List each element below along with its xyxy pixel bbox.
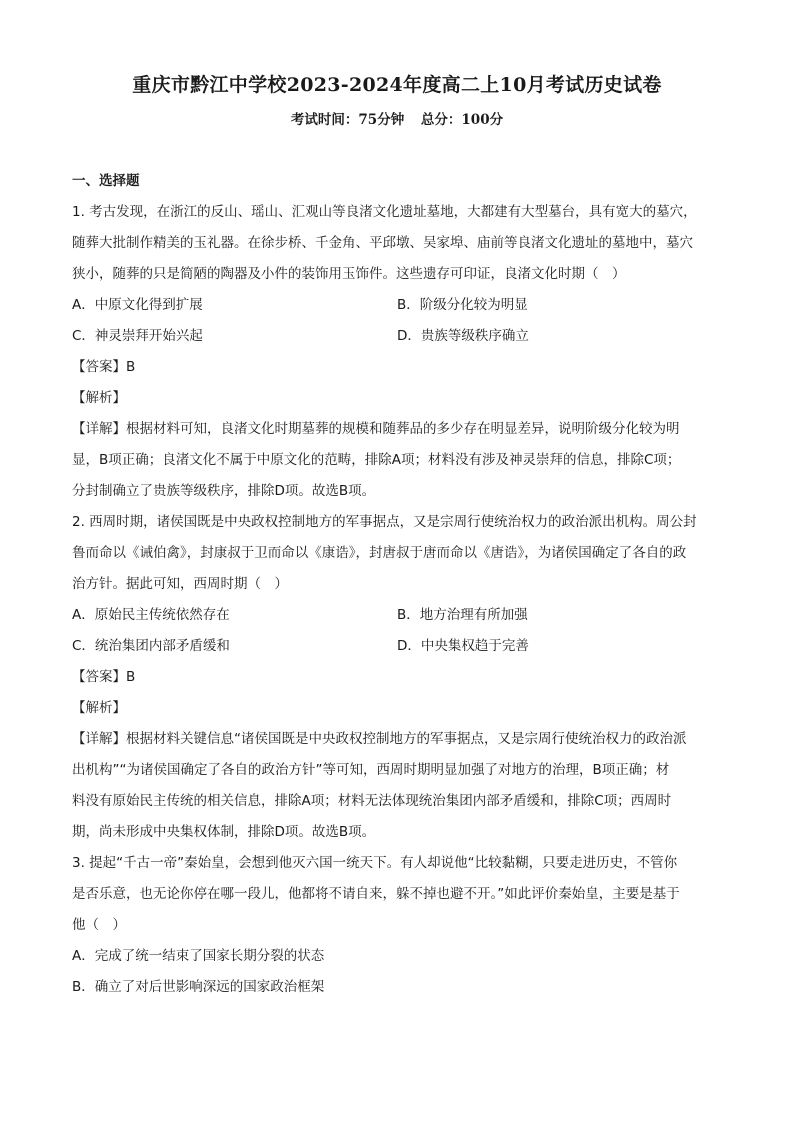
question-3-stem-line-1: 3. 提起“千古一帝”秦始皇，会想到他灭六国一统天下。有人却说他“比较黏糊，只要走进历史，不管你 bbox=[72, 855, 678, 871]
question-2-option-b: B．地方治理有所加强 bbox=[397, 607, 528, 623]
question-3-stem-line-2: 是否乐意，也无论你停在哪一段儿，他都将不请自来，躲不掉也避不开。”如此评价秦始皇，主要是基于 bbox=[72, 886, 680, 902]
question-1-option-b: B．阶级分化较为明显 bbox=[397, 297, 528, 313]
question-1-detail-line-1: 【详解】根据材料可知，良渚文化时期墓葬的规模和随葬品的多少存在明显差异，说明阶级分化较为明 bbox=[72, 421, 680, 437]
question-2-option-a: A．原始民主传统依然存在 bbox=[72, 607, 230, 623]
question-1-option-a: A．中原文化得到扩展 bbox=[72, 297, 203, 313]
question-2-answer: 【答案】B bbox=[72, 669, 136, 685]
question-2-option-d: D．中央集权趋于完善 bbox=[397, 638, 529, 654]
question-3-option-b: B．确立了对后世影响深远的国家政治框架 bbox=[72, 979, 325, 995]
question-1 bbox=[72, 201, 726, 511]
question-2-detail-line-1: 【详解】根据材料关键信息“诸侯国既是中央政权控制地方的军事据点，又是宗周行使统治权力的政治派 bbox=[72, 731, 687, 747]
exam-info bbox=[0, 108, 794, 128]
question-1-analysis-label: 【解析】 bbox=[72, 390, 126, 406]
section-heading: 一、选择题 bbox=[72, 173, 140, 189]
question-3-option-a: A．完成了统一结束了国家长期分裂的状态 bbox=[72, 948, 325, 964]
exam-total-score: 总分：100分 bbox=[420, 112, 504, 128]
question-1-options-row-2 bbox=[72, 325, 726, 356]
question-3-stem-line-3: 他（ ） bbox=[72, 917, 126, 933]
question-1-detail-line-2: 显，B项正确；良渚文化不属于中原文化的范畴，排除A项；材料没有涉及神灵崇拜的信息，排除C项； bbox=[72, 452, 681, 468]
question-2-stem-line-1: 2. 西周时期，诸侯国既是中央政权控制地方的军事据点，又是宗周行使统治权力的政治派出机构。周公封 bbox=[72, 514, 697, 530]
question-1-stem-line-2: 随葬大批制作精美的玉礼器。在徐步桥、千金角、平邱墩、吴家埠、庙前等良渚文化遗址的墓地中，墓穴 bbox=[72, 235, 693, 251]
question-1-stem-line-1: 1. 考古发现，在浙江的反山、瑶山、汇观山等良渚文化遗址墓地，大都建有大型墓台，具有宽大的墓穴， bbox=[72, 204, 697, 220]
question-2-options-row-2 bbox=[72, 635, 726, 666]
question-2-detail-line-2: 出机构”“为诸侯国确定了各自的政治方针”等可知，西周时期明显加强了对地方的治理，B项正确；材 bbox=[72, 762, 670, 778]
exam-time: 考试时间：75分钟 bbox=[290, 112, 405, 128]
question-2-option-c: C．统治集团内部矛盾缓和 bbox=[72, 638, 230, 654]
question-1-option-d: D．贵族等级秩序确立 bbox=[397, 328, 529, 344]
question-1-option-c: C．神灵崇拜开始兴起 bbox=[72, 328, 203, 344]
question-2-analysis-label: 【解析】 bbox=[72, 700, 126, 716]
exam-content bbox=[72, 170, 726, 1007]
page-title: 重庆市黔江中学校2023-2024年度高二上10月考试历史试卷 bbox=[132, 74, 662, 96]
question-2-stem-line-3: 治方针。据此可知，西周时期（ ） bbox=[72, 576, 288, 592]
question-1-stem-line-3: 狭小，随葬的只是简陋的陶器及小件的装饰用玉饰件。这些遗存可印证，良渚文化时期（ ） bbox=[72, 266, 626, 282]
question-1-answer: 【答案】B bbox=[72, 359, 136, 375]
question-1-options-row-1 bbox=[72, 294, 726, 325]
question-2-detail-line-4: 期，尚未形成中央集权体制，排除D项。故选B项。 bbox=[72, 824, 376, 840]
question-2 bbox=[72, 511, 726, 852]
question-2-detail-line-3: 料没有原始民主传统的相关信息，排除A项；材料无法体现统治集团内部矛盾缓和，排除C项；西周时 bbox=[72, 793, 672, 809]
question-1-detail-line-3: 分封制确立了贵族等级秩序，排除D项。故选B项。 bbox=[72, 483, 376, 499]
question-2-stem-line-2: 鲁而命以《诫伯禽》，封康叔于卫而命以《康诰》，封唐叔于唐而命以《唐诰》，为诸侯国确定了各自的政 bbox=[72, 545, 687, 561]
question-3 bbox=[72, 852, 726, 1007]
question-2-options-row-1 bbox=[72, 604, 726, 635]
